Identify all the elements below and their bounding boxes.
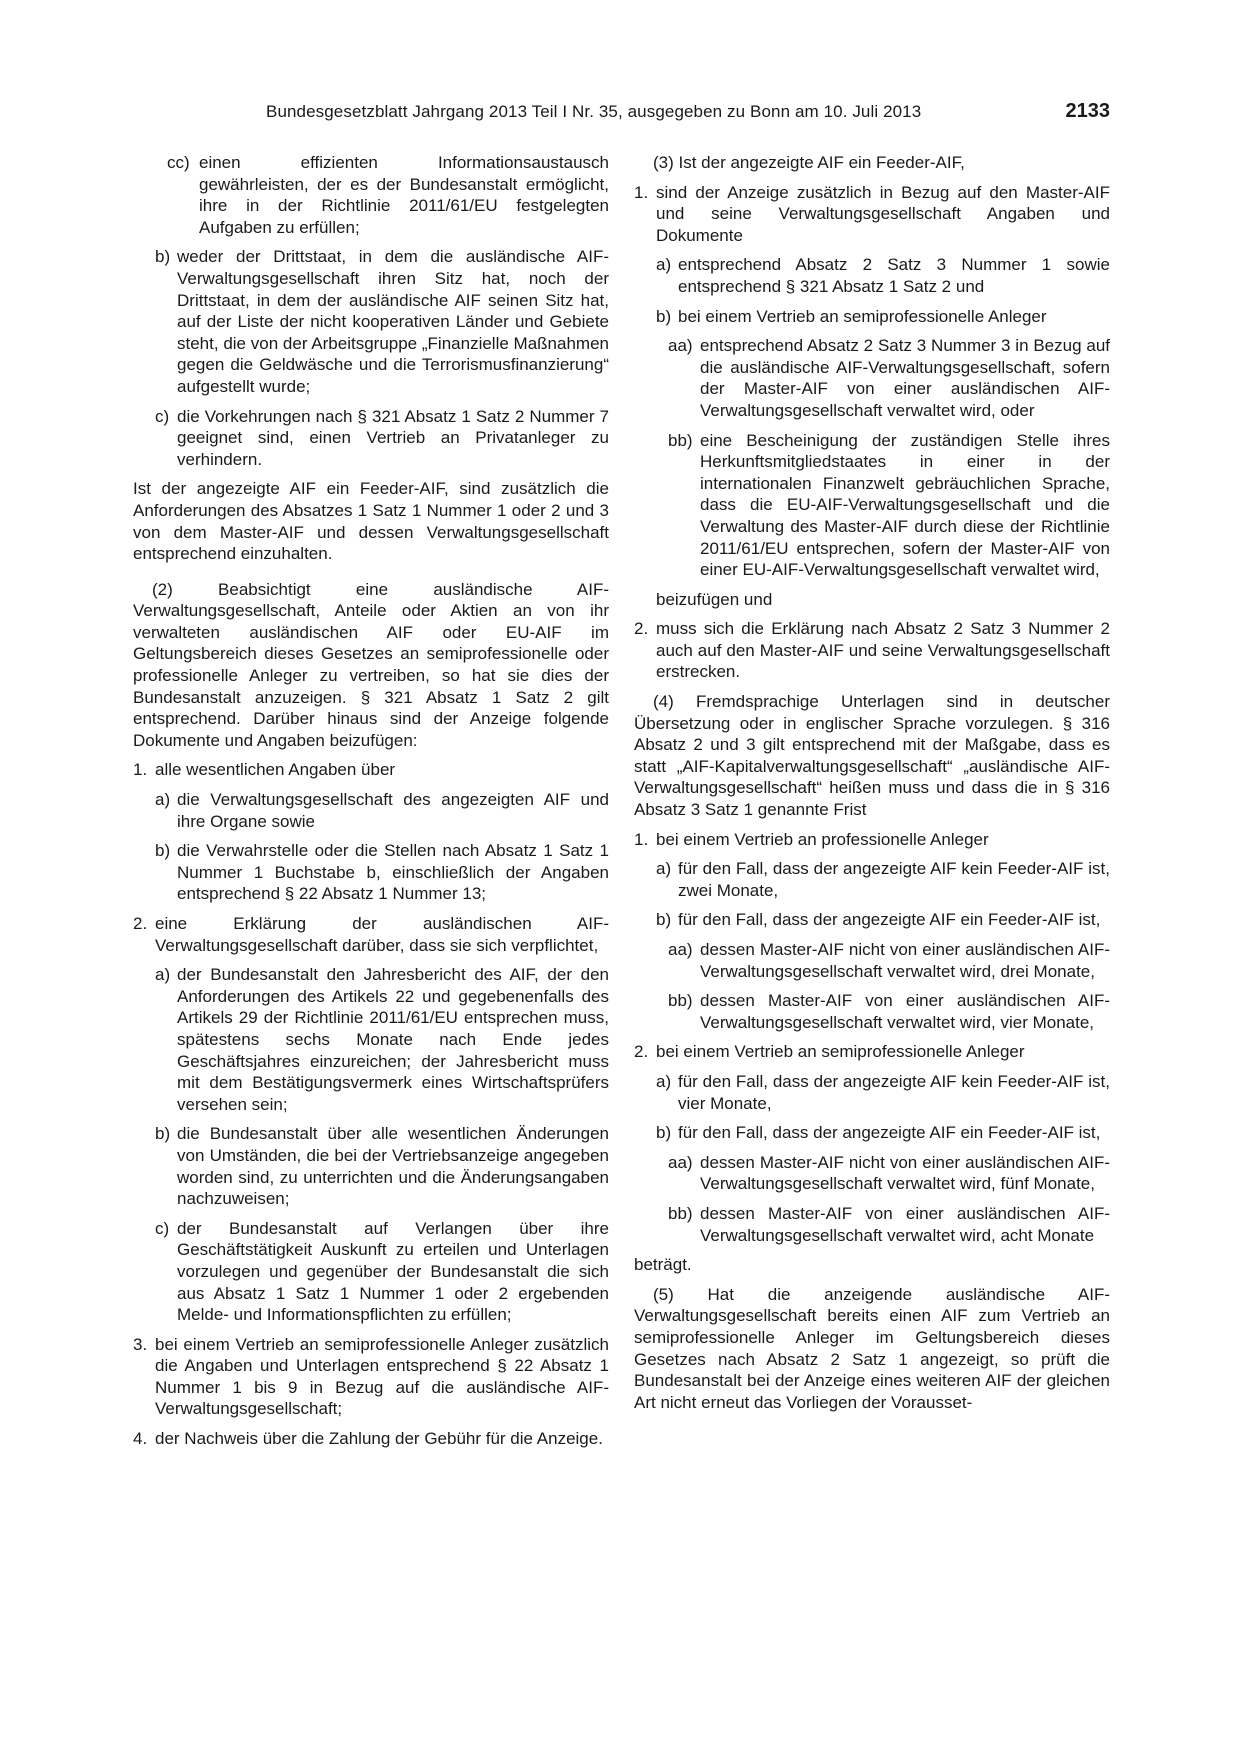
betraegt-line: beträgt. [634,1255,692,1275]
right-column [634,152,1110,1421]
item-label: b) [656,306,672,326]
list-item-b [133,246,609,397]
item-label: 1. [634,182,649,202]
item-text: die Verwaltungsgesellschaft des angezeigten AIF und ihre Organe sowie [177,790,609,831]
item-label: c) [155,1218,170,1238]
list-item-3-1b-aa [634,335,1110,421]
item-label: b) [155,1124,171,1144]
list-item-4-1b [634,909,1110,931]
item-label: aa) [668,1152,693,1172]
item-text: eine Erklärung der ausländischen AIF-Verwaltungsgesellschaft darüber, dass sie sich verpflichtet, [155,914,609,955]
item-label: bb) [668,430,693,450]
list-item-3 [133,1334,609,1420]
list-item-2 [133,913,609,956]
item-text: muss sich die Erklärung nach Absatz 2 Satz 3 Nummer 2 auch auf den Master-AIF und seine Verwaltungsgesellschaft erstrecken. [656,619,1110,682]
feeder-paragraph: Ist der angezeigte AIF ein Feeder-AIF, sind zusätzlich die Anforderungen des Absatzes 1 Satz 1 Nummer 1 oder 2 und 3 von dem Master-AIF und dessen Verwaltungsgesellschaft entsprechend einzuhalten. [133,479,609,564]
item-text: die Vorkehrungen nach § 321 Absatz 1 Satz 2 Nummer 7 geeignet sind, einen Vertrieb an Privatanleger zu verhindern. [177,406,609,469]
item-text: für den Fall, dass der angezeigte AIF kein Feeder-AIF ist, vier Monate, [678,1071,1110,1113]
list-item-4-1 [634,829,1110,851]
list-item-3-1a [634,254,1110,297]
item-text: dessen Master-AIF von einer ausländischen AIF-Verwaltungsgesellschaft verwaltet wird, acht Monate [700,1203,1110,1245]
list-item-3-1b [634,306,1110,328]
item-text: entsprechend Absatz 2 Satz 3 Nummer 1 sowie entsprechend § 321 Absatz 1 Satz 2 und [678,255,1110,296]
item-text: bei einem Vertrieb an semiprofessionelle Anleger [678,306,1047,326]
list-item-3-1 [634,182,1110,247]
list-item-2b [133,1123,609,1209]
list-item-2a [133,964,609,1115]
item-text: für den Fall, dass der angezeigte AIF ein Feeder-AIF ist, [678,910,1101,930]
item-label: bb) [668,991,693,1011]
list-item-4-1b-bb [634,990,1110,1033]
paragraph-4: (4) Fremdsprachige Unterlagen sind in deutscher Übersetzung oder in englischer Sprache vorzulegen. § 316 Absatz 2 und 3 gilt entsprechend mit der Maßgabe, dass es statt „AIF-Kapitalverwaltungsgesellschaft“ „ausländische AIF-Verwaltungsgesellschaft“ heißen muss und dass die in § 316 Absatz 3 Satz 1 genannte Frist [634,692,1110,820]
item-text: dessen Master-AIF nicht von einer ausländischen AIF-Verwaltungsgesellschaft verwaltet wird, drei Monate, [700,940,1110,981]
list-item-4-1a [634,858,1110,901]
list-item-4-1b-aa [634,939,1110,982]
item-text: sind der Anzeige zusätzlich in Bezug auf den Master-AIF und seine Verwaltungsgesellschaft Angaben und Dokumente [656,182,1110,245]
page-number: 2133 [1065,100,1110,122]
list-item-1 [133,759,609,781]
item-label: b) [656,910,672,930]
item-text: weder der Drittstaat, in dem die ausländische AIF-Verwaltungsgesellschaft ihren Sitz hat, noch der Drittstaat, in dem der ausländische AIF seinen Sitz hat, auf der Liste der nicht kooperativen Länder und Gebiete steht, die von der Arbeitsgruppe „Finanzielle Maßnahmen gegen die Geldwäsche und die Terrorismusfinanzierung“ aufgestellt wurde; [177,247,609,396]
item-text: entsprechend Absatz 2 Satz 3 Nummer 3 in Bezug auf die ausländische AIF-Verwaltungsgesellschaft, sofern der Master-AIF von einer ausländischen AIF-Verwaltungsgesellschaft verwaltet wird, oder [700,336,1110,420]
item-text: bei einem Vertrieb an professionelle Anleger [656,829,989,849]
item-label: b) [155,247,171,267]
page-header [130,100,1110,130]
list-item-4-2b [634,1122,1110,1144]
item-label: a) [656,859,672,879]
item-text: für den Fall, dass der angezeigte AIF ein Feeder-AIF ist, [678,1123,1101,1143]
running-title: Bundesgesetzblatt Jahrgang 2013 Teil I Nr. 35, ausgegeben zu Bonn am 10. Juli 2013 [266,102,922,121]
item-label: 2. [133,914,148,933]
beizufuegen-line: beizufügen und [656,589,773,609]
item-label: 2. [634,619,649,639]
item-label: 3. [133,1334,148,1354]
item-label: c) [155,406,170,426]
item-text: bei einem Vertrieb an semiprofessionelle Anleger zusätzlich die Angaben und Unterlagen entsprechend § 22 Absatz 1 Nummer 1 bis 9 in Bezug auf die ausländische AIF-Verwaltungsgesellschaft; [155,1334,609,1419]
list-item-1a [133,789,609,832]
paragraph-2: (2) Beabsichtigt eine ausländische AIF-Verwaltungsgesellschaft, Anteile oder Aktien an von ihr verwalteten ausländischen AIF oder EU-AIF im Geltungsbereich dieses Gesetzes an semiprofessionelle oder professionelle Anleger zu vertreiben, so hat sie dies der Bundesanstalt anzuzeigen. § 321 Absatz 1 Satz 2 gilt entsprechend. Darüber hinaus sind der Anzeige folgende Dokumente und Angaben beizufügen: [133,579,609,750]
item-text: bei einem Vertrieb an semiprofessionelle Anleger [656,1042,1025,1062]
item-label: b) [155,841,171,861]
list-item-1b [133,840,609,905]
item-text: eine Bescheinigung der zuständigen Stelle ihres Herkunftsmitgliedstaates in einer in der internationalen Finanzwelt gebräuchlichen Sprache, dass die EU-AIF-Verwaltungsgesellschaft und die Verwaltung des Master-AIF durch diese der Richtlinie 2011/61/EU entsprechen, sofern der Master-AIF von einer EU-AIF-Verwaltungsgesellschaft verwaltet wird, [700,430,1110,580]
list-item-4-2b-aa [634,1152,1110,1195]
item-text: die Bundesanstalt über alle wesentlichen Änderungen von Umständen, die bei der Vertriebsanzeige angegeben worden sind, zu unterrichten und die Änderungsangaben nachzuweisen; [177,1124,609,1209]
item-label: aa) [668,940,693,959]
item-text: dessen Master-AIF von einer ausländischen AIF-Verwaltungsgesellschaft verwaltet wird, vier Monate, [700,991,1110,1032]
paragraph-5: (5) Hat die anzeigende ausländische AIF-Verwaltungsgesellschaft bereits einen AIF zum Vertrieb an semiprofessionelle Anleger im Geltungsbereich dieses Gesetzes nach Absatz 2 Satz 1 angezeigt, so prüft die Bundesanstalt bei der Anzeige eines weiteren AIF der gleichen Art nicht erneut das Vorliegen der Vorausset- [634,1284,1110,1412]
item-label: a) [656,1071,672,1091]
paragraph-3: (3) Ist der angezeigte AIF ein Feeder-AIF, [653,153,965,172]
left-column [133,152,609,1458]
item-label: cc) [167,153,190,172]
item-label: 1. [634,829,649,849]
list-item-c [133,406,609,471]
item-label: a) [155,790,171,810]
item-text: alle wesentlichen Angaben über [155,760,396,780]
item-text: der Bundesanstalt auf Verlangen über ihre Geschäftstätigkeit Auskunft zu erteilen und Unterlagen vorzulegen und gegenüber der Bundesanstalt die sich aus Absatz 1 Satz 1 Nummer 1 oder 2 ergebenden Melde- und Informationspflichten zu erfüllen; [177,1218,609,1325]
item-label: 2. [634,1042,649,1062]
list-item-4-2 [634,1041,1110,1063]
item-label: bb) [668,1203,693,1223]
item-text: einen effizienten Informationsaustausch gewährleisten, der es der Bundesanstalt ermöglicht, ihre in der Richtlinie 2011/61/EU festgelegten Aufgaben zu erfüllen; [199,153,609,237]
item-text: die Verwahrstelle oder die Stellen nach Absatz 1 Satz 1 Nummer 1 Buchstabe b, einschließlich der Angaben entsprechend § 22 Absatz 1 Nummer 13; [177,841,609,904]
list-item-3-1b-bb [634,430,1110,581]
item-text: dessen Master-AIF nicht von einer ausländischen AIF-Verwaltungsgesellschaft verwaltet wird, fünf Monate, [700,1152,1110,1194]
list-item-4 [133,1428,609,1450]
list-item-4-2b-bb [634,1203,1110,1246]
item-text: für den Fall, dass der angezeigte AIF kein Feeder-AIF ist, zwei Monate, [678,859,1110,900]
item-label: a) [155,965,171,985]
list-item-3-2 [634,618,1110,683]
item-label: b) [656,1123,672,1143]
item-label: a) [656,255,672,275]
list-item-4-2a [634,1071,1110,1114]
item-label: 1. [133,760,148,780]
item-text: der Nachweis über die Zahlung der Gebühr für die Anzeige. [155,1429,603,1449]
list-item-cc [133,152,609,238]
item-label: aa) [668,336,693,356]
item-label: 4. [133,1429,148,1449]
item-text: der Bundesanstalt den Jahresbericht des AIF, der den Anforderungen des Artikels 22 und gegebenenfalls des Artikels 29 der Richtlinie 2011/61/EU entsprechen muss, spätestens sechs Monate nach Ende jedes Geschäftsjahres einzureichen; der Jahresbericht muss mit dem Bestätigungsvermerk eines Wirtschaftsprüfers versehen sein; [177,965,609,1114]
list-item-2c [133,1218,609,1326]
